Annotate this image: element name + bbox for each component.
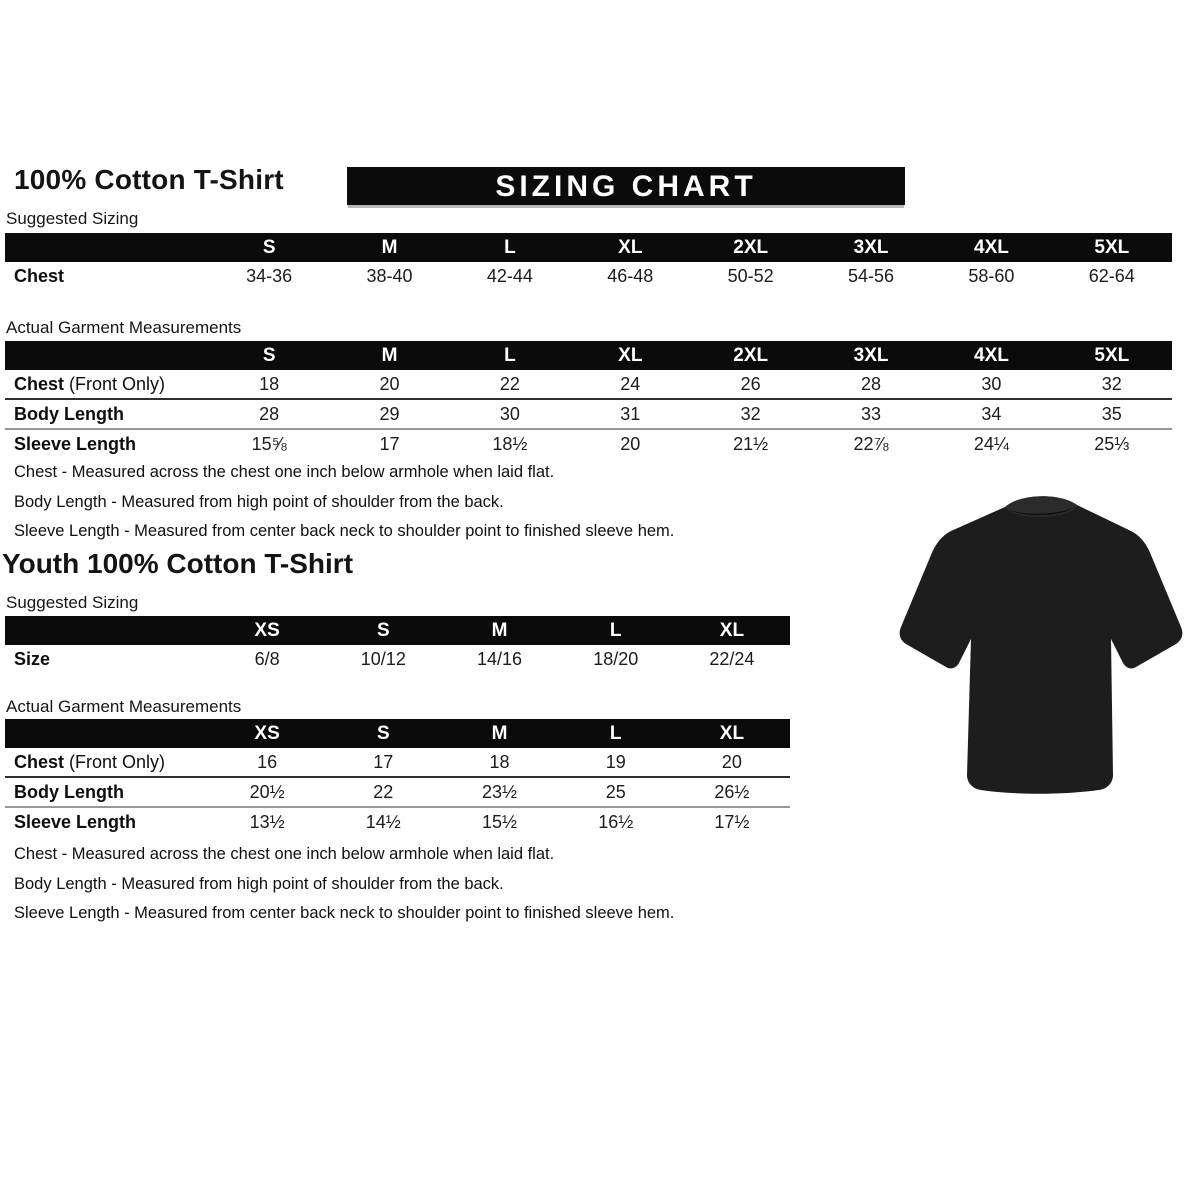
table-row (5, 370, 1172, 398)
size-column-header: XL (719, 722, 745, 744)
size-column-header: 2XL (733, 236, 769, 258)
row-label: Chest (14, 265, 65, 286)
size-column-header: XL (618, 236, 643, 258)
size-column-header: XL (618, 344, 643, 366)
measurement-cell: 28 (259, 403, 280, 424)
measurement-cell: 19 (605, 751, 626, 772)
measurement-cell: 25⅓ (1094, 433, 1130, 454)
row-label: Chest (Front Only) (14, 373, 166, 394)
size-column-header: 5XL (1094, 344, 1130, 366)
measurement-cell: 35 (1101, 403, 1122, 424)
measurement-cell: 30 (981, 373, 1002, 394)
size-column-header: XL (719, 619, 745, 641)
measurement-cell: 30 (499, 403, 520, 424)
measurement-cell: 16½ (598, 811, 634, 832)
measurement-cell: 26 (740, 373, 761, 394)
measurement-cell: 54-56 (848, 265, 895, 286)
measurement-cell: 28 (861, 373, 882, 394)
measurement-cell: 32 (740, 403, 761, 424)
row-label: Chest (Front Only) (14, 751, 166, 772)
measurement-cell: 24¼ (973, 433, 1009, 454)
measurement-cell: 16 (257, 751, 278, 772)
measurement-cell: 22/24 (709, 648, 755, 669)
measurement-cell: 13½ (249, 811, 285, 832)
size-column-header: 4XL (974, 344, 1009, 366)
measurement-cell: 58-60 (968, 265, 1015, 286)
adult-measurement-notes (14, 458, 674, 547)
measurement-cell: 20 (620, 433, 641, 454)
youth-actual-measurements-label: Actual Garment Measurements (6, 697, 242, 716)
tshirt-image (893, 487, 1193, 802)
size-column-header: 4XL (974, 236, 1009, 258)
table-row (5, 806, 790, 836)
row-label: Body Length (14, 781, 124, 802)
size-column-header: L (504, 344, 516, 366)
row-label: Body Length (14, 403, 124, 424)
table-row (5, 428, 1172, 458)
measurement-cell: 6/8 (254, 648, 280, 669)
table-row (5, 398, 1172, 428)
note-line: Body Length - Measured from high point of shoulder from the back. (14, 874, 504, 893)
measurement-cell: 31 (620, 403, 641, 424)
table-header-row (5, 233, 1172, 262)
table-row (5, 645, 790, 673)
row-label-suffix: (Front Only) (64, 751, 166, 772)
measurement-cell: 18/20 (593, 648, 639, 669)
measurement-cell: 33 (861, 403, 882, 424)
row-label: Sleeve Length (14, 811, 137, 832)
measurement-cell: 34 (981, 403, 1002, 424)
table-header-row (5, 616, 790, 645)
measurement-cell: 50-52 (727, 265, 774, 286)
size-column-header: M (491, 722, 508, 744)
row-label: Sleeve Length (14, 433, 137, 454)
measurement-cell: 29 (379, 403, 400, 424)
measurement-cell: 46-48 (607, 265, 654, 286)
table-row (5, 748, 790, 776)
measurement-cell: 24 (620, 373, 641, 394)
measurement-cell: 38-40 (366, 265, 413, 286)
sizing-chart-banner: SIZING CHART (347, 167, 905, 205)
measurement-cell: 15½ (481, 811, 518, 832)
adult-suggested-sizing-label: Suggested Sizing (6, 209, 139, 228)
measurement-cell: 22 (373, 781, 394, 802)
measurement-cell: 18 (259, 373, 280, 394)
table-header-row (5, 719, 790, 748)
measurement-cell: 14½ (365, 811, 401, 832)
size-column-header: L (609, 722, 622, 744)
note-line: Chest - Measured across the chest one inch below armhole when laid flat. (14, 463, 555, 481)
size-column-header: L (609, 619, 622, 641)
size-column-header: L (504, 236, 516, 258)
note-line: Chest - Measured across the chest one inch below armhole when laid flat. (14, 845, 555, 863)
youth-actual-table (5, 719, 790, 836)
row-label-suffix: (Front Only) (64, 373, 166, 394)
measurement-cell: 62-64 (1088, 265, 1135, 286)
measurement-cell: 18 (489, 751, 510, 772)
adult-actual-table (5, 341, 1172, 458)
measurement-cell: 10/12 (360, 648, 406, 669)
row-label: Size (14, 648, 51, 669)
youth-suggested-sizing-label: Suggested Sizing (6, 593, 139, 612)
table-row (5, 262, 1172, 290)
measurement-cell: 26½ (714, 781, 750, 802)
table-header-row (5, 341, 1172, 370)
table-row (5, 776, 790, 806)
measurement-cell: 15⅝ (251, 433, 287, 454)
measurement-cell: 18½ (492, 433, 528, 454)
adult-suggested-table (5, 233, 1172, 290)
measurement-cell: 20 (721, 751, 742, 772)
page-title: 100% Cotton T-Shirt (14, 164, 284, 195)
size-column-header: S (376, 619, 390, 641)
measurement-cell: 34-36 (246, 265, 293, 286)
size-column-header: XS (254, 619, 280, 641)
measurement-cell: 22⅞ (853, 433, 889, 454)
size-column-header: S (376, 722, 390, 744)
measurement-cell: 21½ (733, 433, 769, 454)
measurement-cell: 17½ (714, 811, 750, 832)
size-column-header: S (262, 344, 276, 366)
measurement-cell: 25 (605, 781, 626, 802)
adult-actual-measurements-label: Actual Garment Measurements (6, 318, 242, 337)
size-column-header: 2XL (733, 344, 769, 366)
size-column-header: XS (254, 722, 280, 744)
youth-title: Youth 100% Cotton T-Shirt (2, 548, 354, 579)
measurement-cell: 20½ (249, 781, 285, 802)
measurement-cell: 22 (499, 373, 520, 394)
measurement-cell: 23½ (481, 781, 518, 802)
measurement-cell: 20 (379, 373, 400, 394)
youth-suggested-table (5, 616, 790, 673)
size-column-header: M (381, 344, 398, 366)
size-column-header: 5XL (1094, 236, 1130, 258)
size-column-header: S (262, 236, 276, 258)
note-line: Sleeve Length - Measured from center back neck to shoulder point to finished sleeve hem. (14, 904, 675, 922)
measurement-cell: 17 (373, 751, 394, 772)
size-column-header: M (381, 236, 398, 258)
youth-measurement-notes (14, 840, 674, 929)
measurement-cell: 14/16 (476, 648, 523, 669)
size-column-header: 3XL (853, 344, 889, 366)
measurement-cell: 32 (1101, 373, 1122, 394)
size-column-header: M (491, 619, 508, 641)
size-column-header: 3XL (853, 236, 889, 258)
note-line: Body Length - Measured from high point of shoulder from the back. (14, 492, 504, 511)
measurement-cell: 42-44 (486, 265, 533, 286)
tshirt-body-shape (900, 496, 1183, 794)
measurement-cell: 17 (379, 433, 400, 454)
note-line: Sleeve Length - Measured from center back neck to shoulder point to finished sleeve hem. (14, 522, 675, 540)
